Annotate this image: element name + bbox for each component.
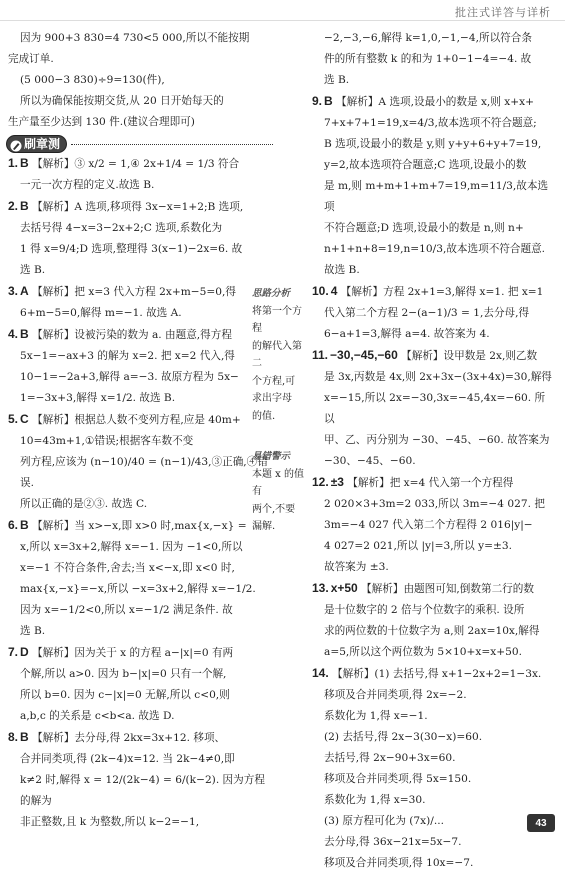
item-number: 9.: [312, 94, 323, 108]
line-text: a=5,所以这个两位数为 5×10+x=x+50.: [324, 646, 522, 658]
answer-item: [312, 663, 554, 874]
line-text: 【解析】根据总人数不变列方程,应是 40m+: [32, 414, 241, 426]
line-text: 甲、乙、丙分别为 −30、−45、−60. 故答案为: [324, 434, 550, 446]
answer-line: [312, 642, 554, 663]
note-line: 两个,不要: [252, 503, 296, 515]
line-text: 【解析】③ x/2 = 1,④ 2x+1/4 = 1/3 符合: [32, 158, 240, 170]
line-text: x,所以 x=3x+2,解得 x=−1. 因为 −1<0,所以: [20, 541, 243, 553]
item-answer: x+50: [330, 581, 358, 595]
line-text: 移项及合并同类项,得 5x=150.: [324, 773, 472, 785]
answer-line: [312, 239, 554, 260]
line-text: 所以 b=0. 因为 c−|x|=0 无解,所以 c<0,则: [20, 689, 230, 701]
line-text: 代入第二个方程 2−(a−1)/3 = 1,去分母,得: [324, 307, 530, 319]
answer-line: [312, 832, 554, 853]
header-rule: [0, 20, 565, 21]
line-text: 10=43m+1,①错误;根据客车数不变: [20, 435, 194, 447]
answer-line: [312, 303, 554, 324]
line-text: max{x,−x}=−x,所以 −x=3x+2,解得 x=−1/2.: [20, 583, 256, 595]
line-text: 【解析】因为关于 x 的方程 a−|x|=0 有两: [32, 647, 234, 659]
line-text: 【解析】把 x=4 代入第一个方程得: [347, 477, 514, 489]
answer-item: [312, 578, 554, 663]
item-number: 10.: [312, 284, 329, 298]
item-answer: D: [20, 645, 29, 659]
answer-line: [8, 388, 273, 409]
line-text: 个解,所以 a>0. 因为 b−|x|=0 只有一个解,: [20, 668, 227, 680]
answer-line: [8, 685, 273, 706]
item-number: 11.: [312, 348, 329, 362]
body-line: (5 000−3 830)÷9=130(件),: [20, 74, 165, 86]
answer-line: [312, 134, 554, 155]
line-text: 【解析】(1) 去括号,得 x+1−2x+2=1−3x.: [332, 668, 542, 680]
line-text: B 选项,设最小的数是 y,则 y+y+6+y+7=19,: [324, 138, 542, 150]
item-number: 13.: [312, 581, 329, 595]
line-text: 3m=−4 027 代入第二个方程得 2 016|y|−: [324, 519, 533, 531]
answer-item: [8, 196, 273, 281]
body-line: 选 B.: [324, 74, 350, 86]
answer-item: [312, 91, 554, 281]
answer-line: [312, 367, 554, 388]
answer-line: [8, 642, 273, 664]
answer-line: [312, 113, 554, 134]
line-text: 去分母,得 36x−21x=5x−7.: [324, 836, 462, 848]
answer-line: [312, 853, 554, 874]
body-line: 生产量至少达到 130 件.(建议合理即可): [8, 116, 195, 128]
note-line: 漏解.: [252, 521, 276, 532]
item-answer: B: [324, 94, 333, 108]
answer-line: [312, 260, 554, 281]
line-text: 【解析】由题图可知,倒数第二行的数: [361, 583, 534, 595]
answer-line: [8, 749, 273, 770]
line-text: 去括号,得 2x−90+3x=60.: [324, 752, 456, 764]
answer-line: [8, 324, 273, 346]
item-number: 12.: [312, 475, 329, 489]
answer-line: [312, 769, 554, 790]
answer-line: [312, 790, 554, 811]
line-text: 【解析】A 选项,设最小的数是 x,则 x+x+: [336, 96, 534, 108]
answer-line: [8, 579, 273, 600]
answer-item: [8, 642, 273, 727]
line-text: 系数化为 1,得 x=30.: [324, 794, 426, 806]
answer-line: [312, 430, 554, 451]
margin-note-text: [252, 303, 310, 426]
item-number: 14.: [312, 666, 329, 680]
margin-note-text: [252, 466, 310, 536]
answer-item: [8, 409, 273, 515]
line-text: 【解析】A 选项,移项得 3x−x=1+2;B 选项,: [32, 201, 244, 213]
answer-line: [8, 367, 273, 388]
section-title: 刷章测: [24, 136, 61, 151]
answer-item: [8, 324, 273, 409]
line-text: 【解析】去分母,得 2kx=3x+12. 移项、: [32, 732, 226, 744]
item-number: 6.: [8, 518, 19, 532]
line-text: −30、−45、−60.: [324, 455, 416, 467]
answer-line: [8, 452, 273, 494]
answer-line: [8, 812, 273, 833]
item-answer: B: [20, 156, 29, 170]
answer-line: [8, 346, 273, 367]
answer-line: [312, 600, 554, 621]
answer-line: [8, 239, 273, 260]
answer-item: [312, 281, 554, 345]
note-line: 将第一个方程: [252, 305, 302, 334]
line-text: 是 3x,丙数是 4x,则 2x+3x−(3x+4x)=30,解得: [324, 371, 552, 383]
line-text: 【解析】设甲数是 2x,则乙数: [401, 350, 538, 362]
line-text: n+1+n+8=19,n=10/3,故本选项不符合题意.: [324, 243, 546, 255]
item-answer: B: [20, 199, 29, 213]
answer-line: [8, 218, 273, 239]
section-divider: [71, 144, 273, 145]
answer-line: [312, 494, 554, 515]
answer-line: [8, 664, 273, 685]
answer-line: [312, 218, 554, 239]
item-answer: B: [20, 327, 29, 341]
line-text: 系数化为 1,得 x=−1.: [324, 710, 428, 722]
line-text: 选 B.: [20, 264, 46, 276]
answer-line: [8, 537, 273, 558]
line-text: x=−1 不符合条件,舍去;当 x<−x,即 x<0 时,: [20, 562, 235, 574]
line-text: k≠2 时,解得 x = 12/(2k−4) = 6/(k−2). 因为方程的解为: [20, 774, 265, 807]
answer-line: [312, 811, 554, 832]
right-column: [312, 28, 554, 874]
item-number: 7.: [8, 645, 19, 659]
body-line: 完成订单.: [8, 53, 54, 65]
answer-line: [312, 663, 554, 685]
line-text: 2 020×3+3m=2 033,所以 3m=−4 027. 把: [324, 498, 545, 510]
item-number: 3.: [8, 284, 19, 298]
line-text: 去括号得 4−x=3−2x+2;C 选项,系数化为: [20, 222, 223, 234]
answer-line: [312, 621, 554, 642]
note-line: 的值.: [252, 410, 276, 422]
answer-item: [312, 345, 554, 472]
answer-line: [8, 153, 273, 175]
answer-line: [8, 196, 273, 218]
line-text: 6+m−5=0,解得 m=−1. 故选 A.: [20, 307, 182, 319]
line-text: 【解析】把 x=3 代入方程 2x+m−5=0,得: [32, 286, 236, 298]
line-text: 移项及合并同类项,得 2x=−2.: [324, 689, 467, 701]
item-answer: B: [20, 518, 29, 532]
answer-line: [312, 176, 554, 218]
body-line: −2,−3,−6,解得 k=1,0,−1,−4,所以符合条: [324, 32, 532, 44]
body-line: 因为 900+3 830=4 730<5 000,所以不能按期: [20, 32, 250, 44]
item-answer: C: [20, 412, 29, 426]
line-text: 是十位数字的 2 倍与个位数字的乘积. 设所: [324, 604, 525, 616]
answer-line: [8, 260, 273, 281]
line-text: 是 m,则 m+m+1+m+7=19,m=11/3,故本选项: [324, 180, 549, 213]
answer-line: [8, 303, 273, 324]
item-number: 5.: [8, 412, 19, 426]
line-text: 列方程,应该为 (n−10)/40 = (n−1)/43,③正确,④错误.: [20, 456, 268, 489]
answer-line: [312, 727, 554, 748]
line-text: a,b,c 的关系是 c<b<a. 故选 D.: [20, 710, 175, 722]
line-text: 5x−1=−ax+3 的解为 x=2. 把 x=2 代入,得: [20, 350, 235, 362]
line-text: 移项及合并同类项,得 10x=−7.: [324, 857, 474, 869]
line-text: 一元一次方程的定义.故选 B.: [20, 179, 155, 191]
answer-item: [8, 281, 273, 324]
answer-line: [312, 536, 554, 557]
line-text: 所以正确的是②③. 故选 C.: [20, 498, 148, 510]
body-line: 所以为确保能按期交货,从 20 日开始每天的: [20, 95, 224, 107]
margin-note-analysis: [252, 285, 310, 425]
line-text: 故答案为 ±3.: [324, 561, 389, 573]
line-text: 7+x+7+1=19,x=4/3,故本选项不符合题意;: [324, 117, 537, 129]
answer-line: [312, 91, 554, 113]
item-number: 8.: [8, 730, 19, 744]
line-text: 合并同类项,得 (2k−4)x=12. 当 2k−4≠0,即: [20, 753, 235, 765]
item-answer: 4: [330, 284, 338, 298]
item-answer: ±3: [330, 475, 344, 489]
item-answer: B: [20, 730, 29, 744]
item-number: 4.: [8, 327, 19, 341]
note-line: 本题 x 的值有: [252, 468, 304, 497]
answer-line: [312, 281, 554, 303]
answer-item: [8, 515, 273, 642]
answer-line: [8, 431, 273, 452]
pencil-icon: [10, 138, 22, 150]
answer-item: [312, 472, 554, 578]
line-text: (2) 去括号,得 2x−3(30−x)=60.: [324, 731, 483, 743]
item-number: 1.: [8, 156, 19, 170]
answer-line: [312, 578, 554, 600]
answer-line: [312, 451, 554, 472]
line-text: 因为 x=−1/2<0,所以 x=−1/2 满足条件. 故: [20, 604, 233, 616]
answer-line: [8, 706, 273, 727]
line-text: 6−a+1=3,解得 a=4. 故答案为 4.: [324, 328, 490, 340]
section-heading: [6, 135, 273, 153]
item-number: 2.: [8, 199, 19, 213]
margin-note-warning: [252, 448, 310, 536]
answer-line: [8, 175, 273, 196]
note-line: 个方程,可: [252, 375, 296, 387]
answer-line: [312, 472, 554, 494]
answer-line: [312, 685, 554, 706]
answer-line: [312, 324, 554, 345]
line-text: 选 B.: [20, 625, 46, 637]
line-text: 非正整数,且 k 为整数,所以 k−2=−1,: [20, 816, 200, 828]
answer-item: [8, 153, 273, 196]
line-text: 10−1=−2a+3,解得 a=−3. 故原方程为 5x−: [20, 371, 239, 383]
line-text: 【解析】当 x>−x,即 x>0 时,max{x,−x} =: [32, 520, 247, 532]
answer-line: [8, 558, 273, 579]
margin-note-tag: 思路分析: [252, 288, 291, 299]
section-badge: [6, 135, 67, 153]
answer-line: [312, 155, 554, 176]
answer-line: [8, 621, 273, 642]
line-text: 4 027=2 021,所以 |y|=3,所以 y=±3.: [324, 540, 512, 552]
answer-line: [8, 600, 273, 621]
answer-line: [312, 345, 554, 367]
answer-line: [312, 515, 554, 536]
line-text: 【解析】方程 2x+1=3,解得 x=1. 把 x=1: [340, 286, 544, 298]
answer-line: [312, 388, 554, 430]
item-answer: −30,−45,−60: [330, 348, 398, 362]
answer-line: [8, 494, 273, 515]
margin-note-tag: 易错警示: [252, 451, 291, 462]
line-text: y=2,故本选项符合题意;C 选项,设最小的数: [324, 159, 527, 171]
answer-line: [8, 770, 273, 812]
line-text: 【解析】设被污染的数为 a. 由题意,得方程: [32, 329, 232, 341]
running-header: 批注式详答与详析: [455, 6, 551, 19]
answer-line: [312, 748, 554, 769]
line-text: 不符合题意;D 选项,设最小的数是 n,则 n+: [324, 222, 524, 234]
line-text: 故选 B.: [324, 264, 360, 276]
item-answer: A: [20, 284, 29, 298]
page-number: 43: [527, 814, 555, 832]
line-text: 求的两位数的十位数字为 a,则 2ax=10x,解得: [324, 625, 540, 637]
answer-line: [312, 706, 554, 727]
left-column: [8, 28, 273, 833]
note-line: 的解代入第二: [252, 340, 302, 369]
answer-line: [312, 557, 554, 578]
line-text: 1=−3x+3,解得 x=1/2. 故选 B.: [20, 392, 176, 404]
answer-line: [8, 409, 273, 431]
body-line: 件的所有整数 k 的和为 1+0−1−4=−4. 故: [324, 53, 532, 65]
note-line: 求出字母: [252, 393, 292, 404]
line-text: 1 得 x=9/4;D 选项,整理得 3(x−1)−2x=6. 故: [20, 243, 243, 255]
line-text: (3) 原方程可化为 (7x)/...: [324, 815, 444, 827]
answer-item: [8, 727, 273, 833]
line-text: x=−15,所以 2x=−30,3x=−45,4x=−60. 所以: [324, 392, 546, 425]
answer-line: [8, 727, 273, 749]
answer-line: [8, 515, 273, 537]
answer-line: [8, 281, 273, 303]
